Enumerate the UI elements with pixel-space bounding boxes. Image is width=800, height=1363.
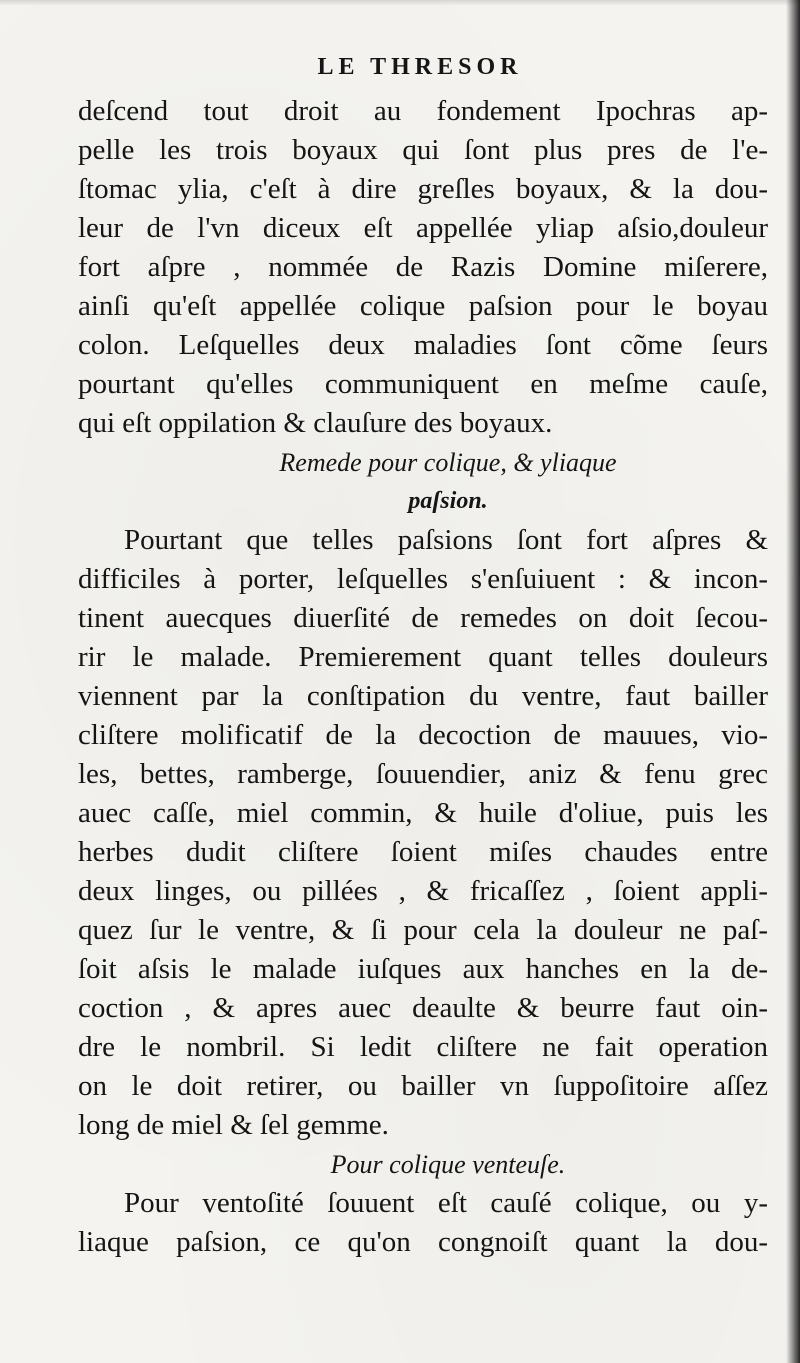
text-line: on le doit retirer, ou bailler vn ſuppoſitoire aſſez: [78, 1070, 768, 1102]
running-head: LE THRESOR: [317, 54, 523, 80]
text-line: difficiles à porter, leſquelles s'enſuiuent : & incon-: [78, 563, 768, 595]
text-line: deſcend tout droit au fondement Ipochras ap-: [78, 95, 768, 127]
text-line: dre le nombril. Si ledit cliſtere ne fait operation: [78, 1031, 768, 1063]
text-line: rir le malade. Premierement quant telles douleurs: [78, 641, 768, 673]
section-heading: Pour colique venteuſe.: [330, 1150, 566, 1179]
text-line: auec caſſe, miel commin, & huile d'oliue, puis les: [78, 797, 768, 829]
text-line: ainſi qu'eſt appellée colique paſsion pour le boyau: [78, 290, 768, 322]
text-line: cliſtere molificatif de la decoction de mauues, vio-: [78, 719, 768, 751]
text-line: pourtant qu'elles communiquent en meſme cauſe,: [78, 368, 768, 400]
text-line: tinent auecques diuerſité de remedes on doit ſecou-: [78, 602, 768, 634]
text-line: liaque paſsion, ce qu'on congnoiſt quant la dou-: [78, 1226, 768, 1258]
text-line: leur de l'vn diceux eſt appellée yliap aſsio,douleur: [78, 212, 768, 244]
page-top-shadow: [0, 0, 800, 6]
text-line: qui eſt oppilation & clauſure des boyaux.: [78, 407, 553, 439]
text-line: ſtomac ylia, c'eſt à dire greſles boyaux, & la dou-: [78, 173, 768, 205]
text-line: pelle les trois boyaux qui ſont plus pres de l'e-: [78, 134, 768, 166]
text-line: viennent par la conſtipation du ventre, faut bailler: [78, 680, 768, 712]
text-line: ſoit aſsis le malade iuſques aux hanches en la de-: [78, 953, 768, 985]
text-line: Pour ventoſité ſouuent eſt cauſé colique, ou y-: [124, 1187, 768, 1219]
page-gutter-shadow: [786, 0, 800, 1363]
text-line: les, bettes, ramberge, ſouuendier, aniz & fenu grec: [78, 758, 768, 790]
text-line: colon. Leſquelles deux maladies ſont cõme ſeurs: [78, 329, 768, 361]
section-heading: Remede pour colique, & yliaque: [279, 448, 617, 477]
text-line: herbes dudit cliſtere ſoient miſes chaudes entre: [78, 836, 768, 868]
text-line: fort aſpre , nommée de Razis Domine miſerere,: [78, 251, 768, 283]
page-text: [78, 92, 768, 1262]
text-line: Pourtant que telles paſsions ſont fort aſpres &: [124, 524, 768, 556]
text-line: coction , & apres auec deaulte & beurre faut oin-: [78, 992, 768, 1024]
text-line: long de miel & ſel gemme.: [78, 1109, 389, 1141]
text-line: quez ſur le ventre, & ſi pour cela la douleur ne paſ-: [78, 914, 768, 946]
section-heading-continued: paſsion.: [408, 488, 488, 514]
text-line: deux linges, ou pillées , & fricaſſez , ſoient appli-: [78, 875, 768, 907]
